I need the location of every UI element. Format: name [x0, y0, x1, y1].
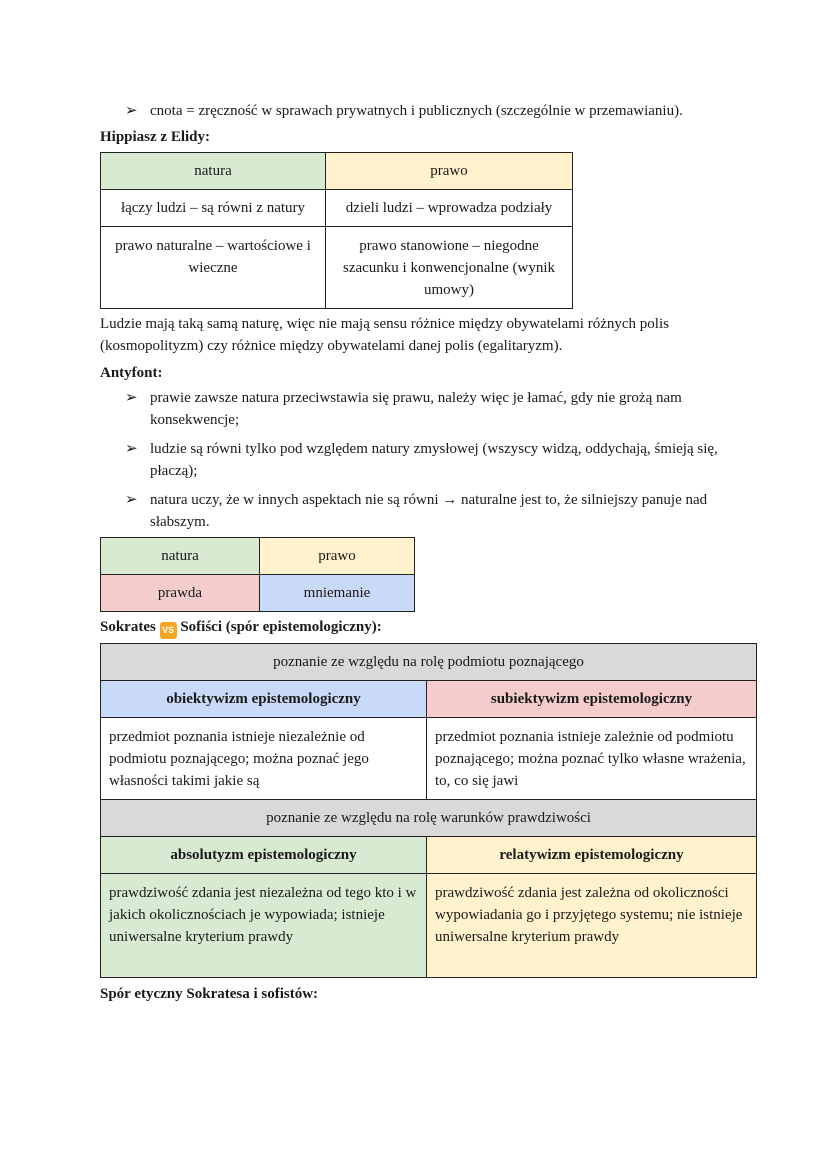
hippiasz-cell: prawo stanowione – niegodne szacunku i konwencjonalne (wynik umowy) [326, 227, 573, 309]
section2-title: poznanie ze względu na rolę warunków prawdziwości [101, 800, 757, 837]
hippiasz-heading: Hippiasz z Elidy: [100, 129, 211, 145]
hippiasz-table [100, 152, 573, 309]
hippiasz-header-natura: natura [101, 153, 326, 190]
relatywizm-desc: prawdziwość zdania jest zależna od okoliczności wypowiadania go i przyjętego systemu; nie istnieje uniwersalne kryterium prawdy [427, 874, 757, 978]
antyfont-table [100, 537, 415, 612]
arrow-bullet-icon: ➢ [125, 390, 138, 406]
section1-title: poznanie ze względu na rolę podmiotu poznającego [101, 644, 757, 681]
absolutyzm-desc: prawdziwość zdania jest niezależna od tego kto i w jakich okolicznościach je wypowiada; istnieje uniwersalne kryterium prawdy [101, 874, 427, 978]
arrow-bullet-icon: ➢ [125, 492, 138, 508]
subiektywizm-desc: przedmiot poznania istnieje zależnie od podmiotu poznającego; można poznać tylko własne wrażenia, to, co się jawi [427, 718, 757, 800]
hippiasz-cell: dzieli ludzi – wprowadza podziały [326, 190, 573, 227]
antyfont-bullet-text: prawie zawsze natura przeciwstawia się prawu, należy więc je łamać, gdy nie grożą nam konsekwencje; [150, 390, 682, 428]
vs-badge-icon: VS [160, 622, 177, 639]
sokrates-heading-left: Sokrates [100, 619, 156, 635]
antyfont-cell-natura: natura [101, 538, 260, 575]
hippiasz-cell: łączy ludzi – są równi z natury [101, 190, 326, 227]
epistemology-table [100, 643, 757, 978]
hippiasz-cell: prawo naturalne – wartościowe i wieczne [101, 227, 326, 309]
antyfont-cell-prawda: prawda [101, 575, 260, 612]
intro-bullet-text: cnota = zręczność w sprawach prywatnych i publicznych (szczególnie w przemawianiu). [150, 103, 683, 119]
antyfont-cell-prawo: prawo [260, 538, 415, 575]
arrow-bullet-icon: ➢ [125, 441, 138, 457]
antyfont-bullet [100, 438, 725, 482]
antyfont-heading: Antyfont: [100, 365, 163, 381]
intro-bullet [100, 100, 725, 122]
relatywizm-header: relatywizm epistemologiczny [427, 837, 757, 874]
hippiasz-paragraph: Ludzie mają taką samą naturę, więc nie mają sensu różnice między obywatelami różnych polis (kosmopolityzm) czy różnice między obywatelami danej polis (egalitaryzm). [100, 316, 669, 354]
antyfont-cell-mniemanie: mniemanie [260, 575, 415, 612]
final-heading: Spór etyczny Sokratesa i sofistów: [100, 986, 319, 1002]
hippiasz-header-prawo: prawo [326, 153, 573, 190]
obiektywizm-header: obiektywizm epistemologiczny [101, 681, 427, 718]
antyfont-bullet [100, 387, 725, 431]
sokrates-heading-right: Sofiści (spór epistemologiczny): [180, 619, 382, 635]
absolutyzm-header: absolutyzm epistemologiczny [101, 837, 427, 874]
obiektywizm-desc: przedmiot poznania istnieje niezależnie od podmiotu poznającego; można poznać jego własności takimi jakie są [101, 718, 427, 800]
arrow-bullet-icon: ➢ [125, 103, 138, 119]
antyfont-bullet-text: ludzie są równi tylko pod względem natury zmysłowej (wszyscy widzą, oddychają, śmieją się, płaczą); [150, 441, 718, 479]
subiektywizm-header: subiektywizm epistemologiczny [427, 681, 757, 718]
antyfont-bullet [100, 489, 725, 533]
document-page [100, 100, 760, 1005]
antyfont-bullet-text: natura uczy, że w innych aspektach nie są równi → naturalne jest to, że silniejszy panuje nad słabszym. [150, 492, 708, 530]
sokrates-heading [100, 616, 760, 639]
